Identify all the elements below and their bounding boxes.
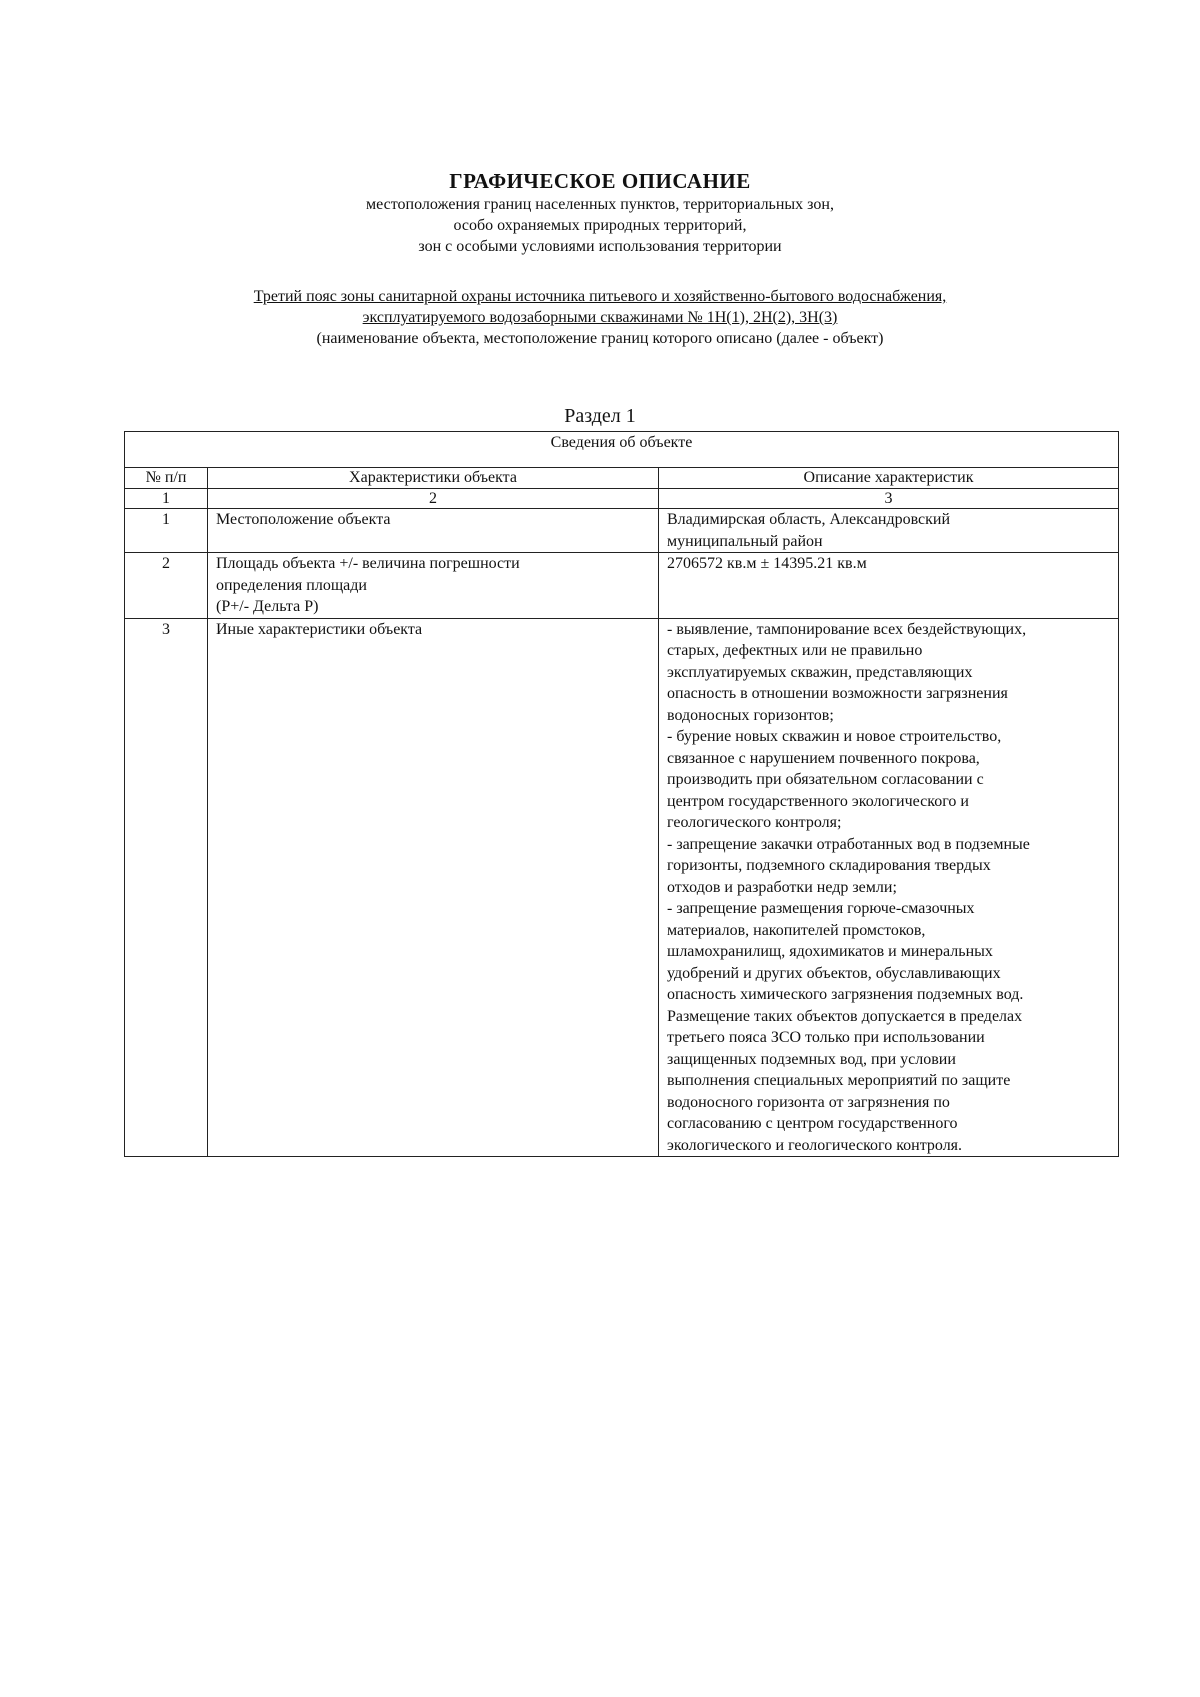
characteristic-line: Площадь объекта +/- величина погрешности (216, 555, 520, 572)
row-characteristic (208, 618, 659, 1157)
document-title: ГРАФИЧЕСКОЕ ОПИСАНИЕ (449, 169, 751, 193)
characteristic-line: определения площади (216, 576, 367, 594)
column-number-row (125, 489, 1119, 509)
column-number: 2 (208, 489, 659, 509)
description-line: связанное с нарушением почвенного покрова, (667, 749, 980, 767)
characteristic-line: Иные характеристики объекта (216, 620, 423, 638)
description-line: материалов, накопителей промстоков, (667, 921, 926, 939)
column-number: 3 (659, 489, 1119, 509)
row-description (659, 509, 1119, 553)
description-line: защищенных подземных вод, при условии (667, 1050, 956, 1068)
table-header-row (125, 468, 1119, 489)
row-description (659, 618, 1119, 1157)
row-number: 1 (125, 509, 208, 553)
description-line: опасность химического загрязнения подземных вод. (667, 986, 1024, 1003)
description-line: третьего пояса ЗСО только при использовании (667, 1029, 985, 1046)
document-header (0, 168, 1200, 257)
row-number: 3 (125, 618, 208, 1157)
description-line: 2706572 кв.м ± 14395.21 кв.м (667, 555, 867, 572)
characteristic-line: (Р+/- Дельта Р) (216, 598, 319, 615)
object-name-line: эксплуатируемого водозаборными скважинами № 1Н(1), 2Н(2), 3Н(3) (362, 309, 838, 326)
row-characteristic (208, 553, 659, 619)
description-line: эксплуатируемых скважин, представляющих (667, 663, 973, 681)
description-line: удобрений и других объектов, обуславливающих (667, 964, 1001, 982)
object-name-block (0, 286, 1200, 349)
table-row (125, 618, 1119, 1157)
description-line: центром государственного экологического и (667, 792, 969, 810)
column-header-number: № п/п (125, 468, 208, 489)
description-line: геологического контроля; (667, 814, 842, 831)
subtitle-line: местоположения границ населенных пунктов, территориальных зон, (366, 196, 834, 213)
description-line: производить при обязательном согласовании с (667, 771, 984, 788)
description-line: - запрещение размещения горюче-смазочных (667, 900, 975, 917)
column-number: 1 (125, 489, 208, 509)
object-info-table (124, 431, 1119, 1157)
characteristic-line: Местоположение объекта (216, 511, 391, 528)
description-line: выполнения специальных мероприятий по защите (667, 1072, 1011, 1089)
subtitle-line: особо охраняемых природных территорий, (453, 217, 747, 234)
description-line: Размещение таких объектов допускается в пределах (667, 1007, 1023, 1025)
object-caption: (наименование объекта, местоположение границ которого описано (далее - объект) (316, 330, 884, 347)
description-line: - бурение новых скважин и новое строительство, (667, 728, 1002, 745)
table-body (125, 509, 1119, 1157)
description-line: согласованию с центром государственного (667, 1115, 958, 1132)
description-line: горизонты, подземного складирования твердых (667, 857, 991, 874)
row-number: 2 (125, 553, 208, 619)
column-header-description: Описание характеристик (659, 468, 1119, 489)
description-line: - выявление, тампонирование всех бездействующих, (667, 620, 1027, 638)
description-line: водоносных горизонтов; (667, 706, 834, 724)
description-line: отходов и разработки недр земли; (667, 878, 897, 896)
description-line: - запрещение закачки отработанных вод в подземные (667, 835, 1030, 853)
table-row (125, 509, 1119, 553)
table-caption: Сведения об объекте (125, 432, 1119, 468)
description-line: экологического и геологического контроля. (667, 1136, 963, 1154)
description-line: Владимирская область, Александровский (667, 511, 951, 528)
description-line: водоносного горизонта от загрязнения по (667, 1093, 950, 1111)
row-characteristic (208, 509, 659, 553)
section-title: Раздел 1 (564, 405, 636, 427)
object-name-line: Третий пояс зоны санитарной охраны источника питьевого и хозяйственно-бытового водоснабжения, (253, 288, 947, 305)
description-line: старых, дефектных или не правильно (667, 642, 923, 659)
row-description (659, 553, 1119, 619)
column-header-characteristic: Характеристики объекта (208, 468, 659, 489)
table-caption-row (125, 432, 1119, 468)
description-line: муниципальный район (667, 532, 823, 550)
description-line: шламохранилищ, ядохимикатов и минеральных (667, 943, 993, 960)
description-line: опасность в отношении возможности загрязнения (667, 685, 1008, 702)
subtitle-line: зон с особыми условиями использования территории (418, 238, 782, 255)
table-row (125, 553, 1119, 619)
